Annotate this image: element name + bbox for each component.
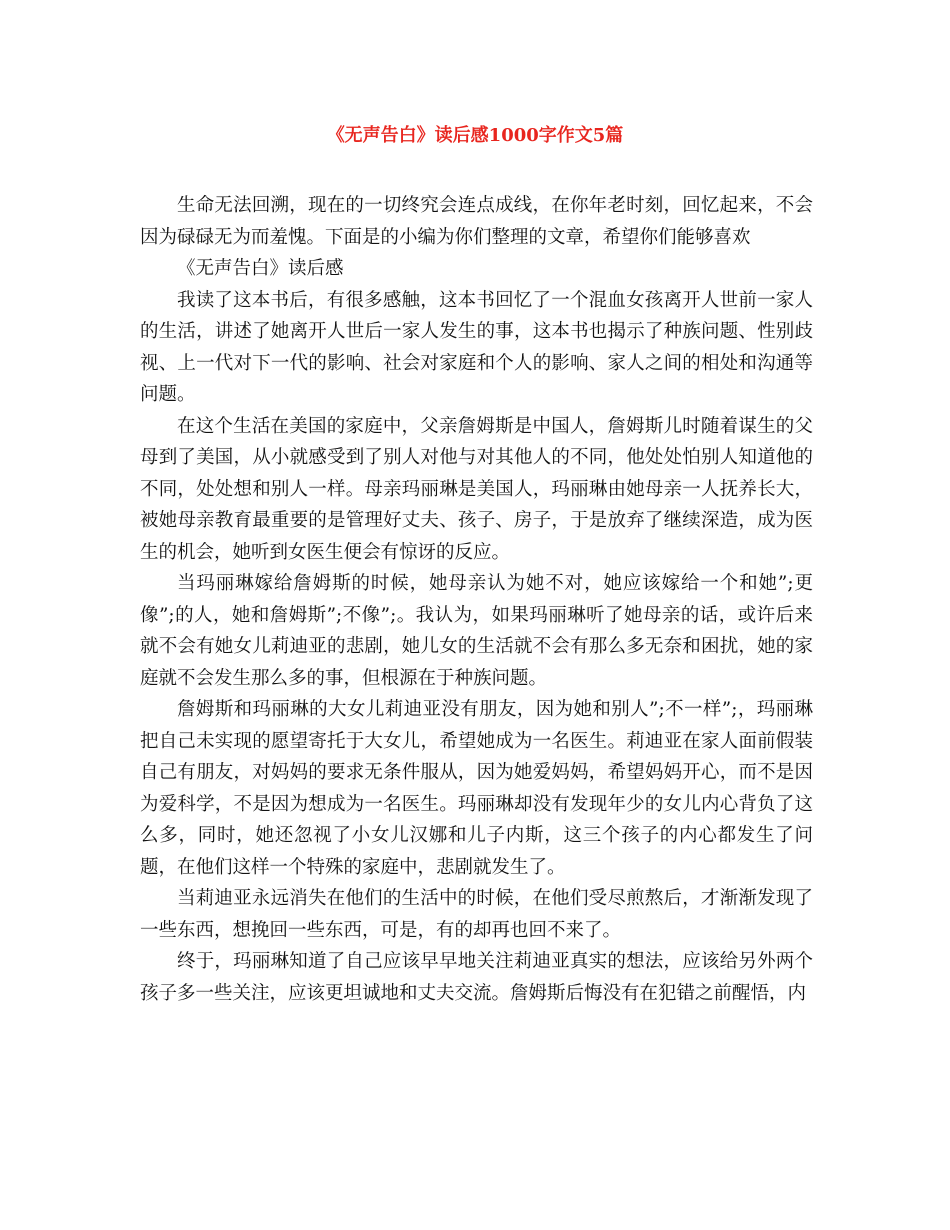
paragraph: 当莉迪亚永远消失在他们的生活中的时候，在他们受尽煎熬后，才渐渐发现了一些东西，想挽回一些东西，可是，有的却再也回不来了。 [140,888,813,941]
paragraph: 终于，玛丽琳知道了自己应该早早地关注莉迪亚真实的想法，应该给另外两个孩子多一些关注，应该更坦诚地和丈夫交流。詹姆斯后悔没有在犯错之前醒悟，内 [140,951,813,1004]
paragraph: 在这个生活在美国的家庭中，父亲詹姆斯是中国人，詹姆斯儿时随着谋生的父母到了美国，从小就感受到了别人对他与对其他人的不同，他处处怕别人知道他的不同，处处想和别人一样。母亲玛丽琳是美国人，玛丽琳由她母亲一人抚养长大，被她母亲教育最重要的是管理好丈夫、孩子、房子，于是放弃了继续深造，成为医生的机会，她听到女医生便会有惊讶的反应。 [140,415,813,563]
section-heading: 《无声告白》读后感 [177,258,344,279]
document-title: 《无声告白》读后感1000字作文5篇 [326,125,624,146]
document-body [140,190,813,1009]
paragraph-intro: 生命无法回溯，现在的一切终究会连点成线，在你年老时刻，回忆起来，不会因为碌碌无为而羞愧。下面是的小编为你们整理的文章，希望你们能够喜欢 [140,195,813,248]
paragraph: 詹姆斯和玛丽琳的大女儿莉迪亚没有朋友，因为她和别人”;不一样”;，玛丽琳把自己未实现的愿望寄托于大女儿，希望她成为一名医生。莉迪亚在家人面前假装自己有朋友，对妈妈的要求无条件服从，因为她爱妈妈，希望妈妈开心，而不是因为爱科学，不是因为想成为一名医生。玛丽琳却没有发现年少的女儿内心背负了这么多，同时，她还忽视了小女儿汉娜和儿子内斯，这三个孩子的内心都发生了问题，在他们这样一个特殊的家庭中，悲剧就发生了。 [140,699,813,878]
paragraph: 当玛丽琳嫁给詹姆斯的时候，她母亲认为她不对，她应该嫁给一个和她”;更像”;的人，她和詹姆斯”;不像”;。我认为，如果玛丽琳听了她母亲的话，或许后来就不会有她女儿莉迪亚的悲剧，她儿女的生活就不会有那么多无奈和困扰，她的家庭就不会发生那么多的事，但根源在于种族问题。 [140,573,813,689]
paragraph: 我读了这本书后，有很多感触，这本书回忆了一个混血女孩离开人世前一家人的生活，讲述了她离开人世后一家人发生的事，这本书也揭示了种族问题、性别歧视、上一代对下一代的影响、社会对家庭和个人的影响、家人之间的相处和沟通等问题。 [140,289,813,405]
